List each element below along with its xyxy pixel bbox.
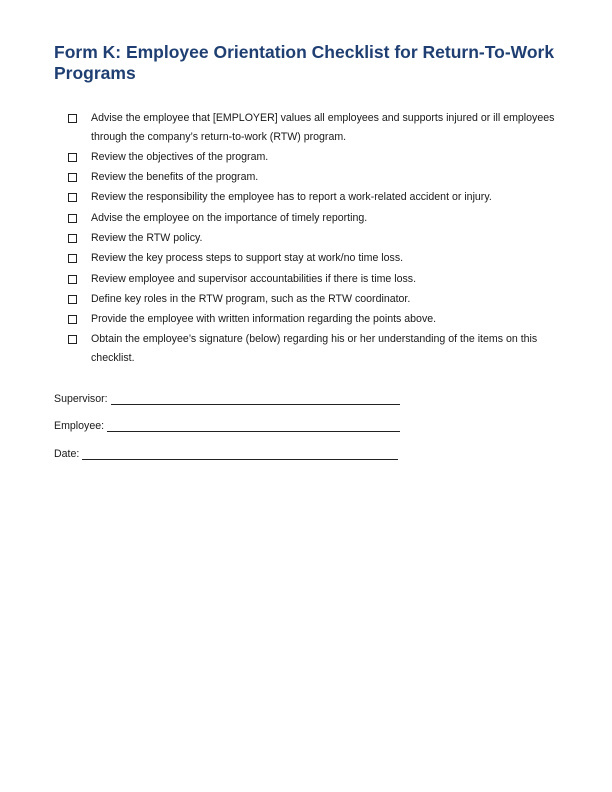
date-row [54, 448, 398, 460]
checklist-item-text: Review the RTW policy. [91, 231, 203, 244]
checkbox[interactable] [68, 173, 77, 182]
checklist-item-text: Advise the employee on the importance of timely reporting. [91, 211, 368, 224]
checklist-item [68, 249, 558, 268]
employee-label: Employee: [54, 420, 105, 432]
checkbox[interactable] [68, 153, 77, 162]
checklist-item-text: Review the benefits of the program. [91, 171, 259, 184]
checklist-item-text: Review the objectives of the program. [91, 150, 269, 163]
date-field[interactable] [82, 449, 398, 460]
checkbox[interactable] [68, 315, 77, 324]
supervisor-signature-field[interactable] [111, 394, 400, 405]
date-label: Date: [54, 448, 80, 460]
checklist-item [68, 229, 558, 248]
checklist-item [68, 109, 558, 146]
employee-signature-field[interactable] [107, 421, 400, 432]
checkbox[interactable] [68, 335, 77, 344]
checklist-item [68, 290, 558, 309]
page-title: Form K: Employee Orientation Checklist for Return-To-Work Programs [54, 42, 555, 83]
checkbox[interactable] [68, 275, 77, 284]
checkbox[interactable] [68, 114, 77, 123]
checklist-item-text: Obtain the employee’s signature (below) regarding his or her understanding of the items on this checklist. [91, 333, 538, 364]
checklist-item [68, 209, 558, 228]
supervisor-signature-row [54, 393, 400, 405]
checkbox[interactable] [68, 214, 77, 223]
checklist-item-text: Review the key process steps to support stay at work/no time loss. [91, 252, 404, 265]
checklist-item [68, 148, 558, 167]
checkbox[interactable] [68, 254, 77, 263]
supervisor-label: Supervisor: [54, 393, 108, 405]
checklist-item-text: Provide the employee with written information regarding the points above. [91, 313, 437, 326]
checklist-item-text: Review the responsibility the employee has to report a work-related accident or injury. [91, 191, 492, 204]
checklist-item [68, 310, 558, 329]
checklist-item [68, 270, 558, 289]
checklist-item [68, 188, 558, 207]
checklist-item-text: Advise the employee that [EMPLOYER] values all employees and supports injured or ill employees through the company’s return-to-work (RTW) program. [91, 112, 555, 143]
checklist-item [68, 168, 558, 187]
checkbox[interactable] [68, 193, 77, 202]
checkbox[interactable] [68, 234, 77, 243]
checklist-item-text: Define key roles in the RTW program, such as the RTW coordinator. [91, 292, 411, 305]
employee-signature-row [54, 420, 400, 432]
checklist-item-text: Review employee and supervisor accountabilities if there is time loss. [91, 272, 417, 285]
checklist-item [68, 330, 558, 367]
checklist [68, 109, 558, 369]
checkbox[interactable] [68, 295, 77, 304]
